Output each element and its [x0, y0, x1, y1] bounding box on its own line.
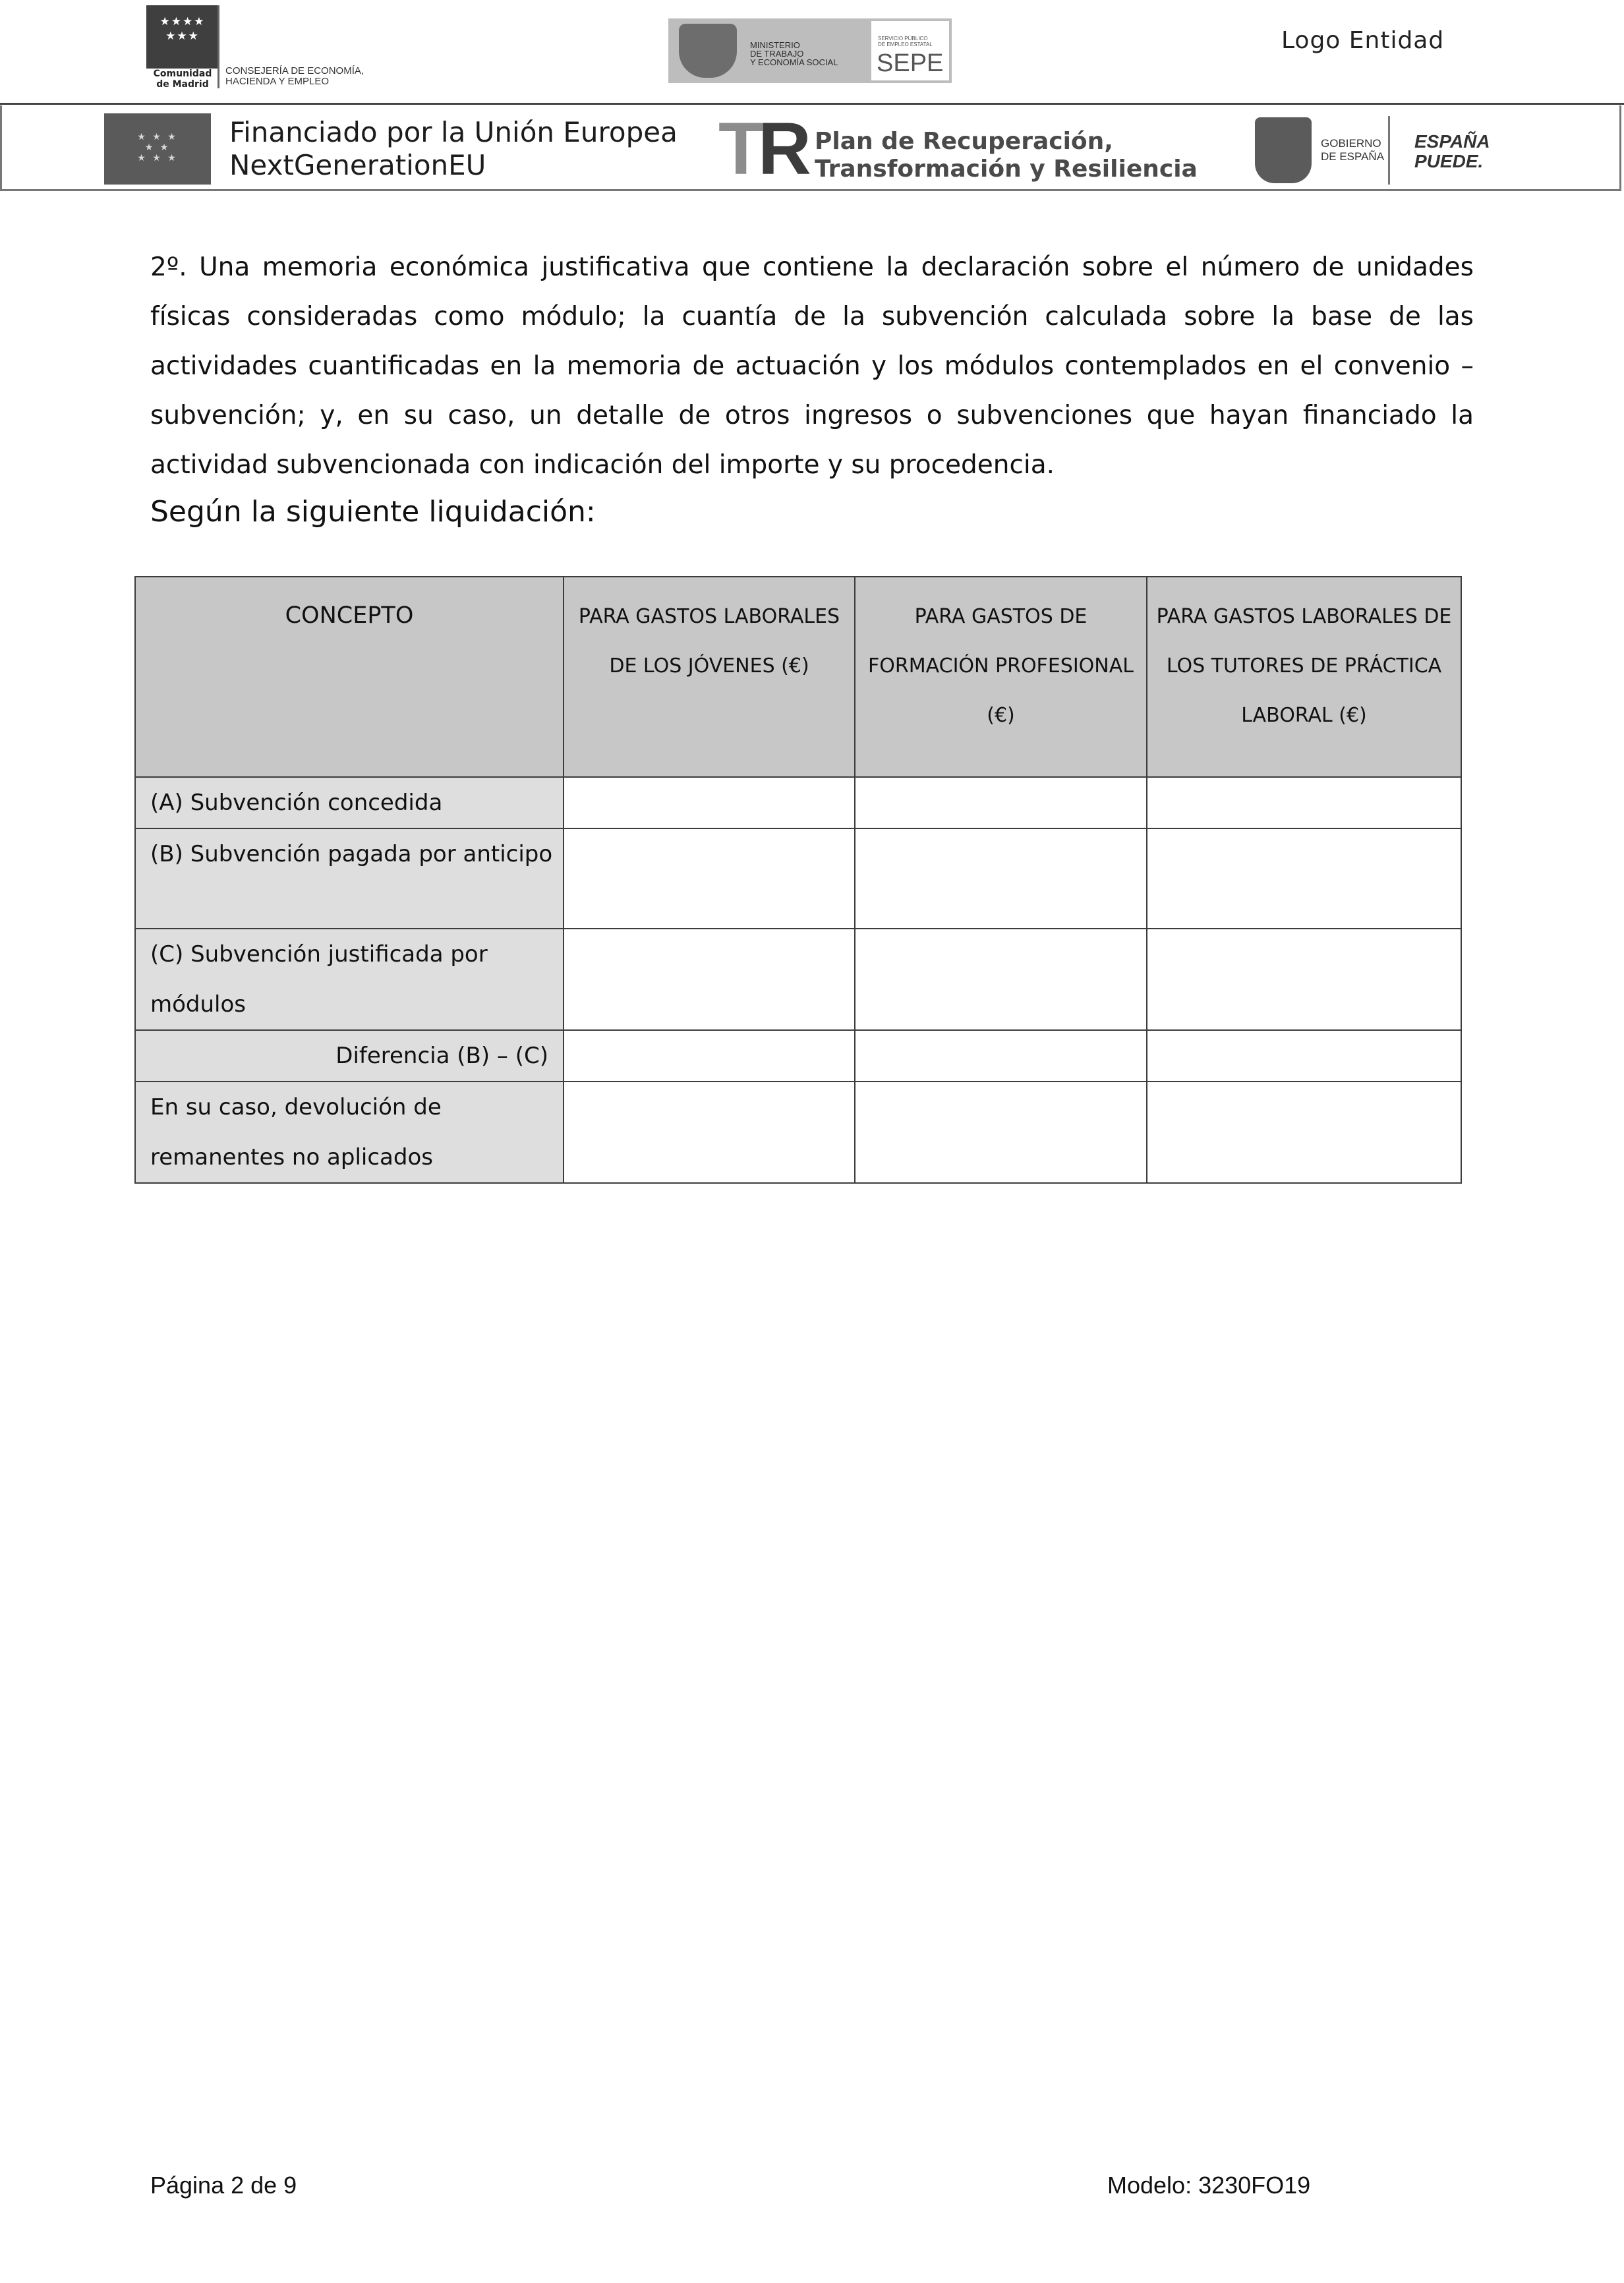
row-label-devolucion: En su caso, devolución de remanentes no aplicados: [135, 1082, 564, 1183]
header-concepto: CONCEPTO: [135, 577, 564, 777]
table-row: [135, 1082, 1461, 1183]
row-label-subvencion-justificada: (C) Subvención justificada por módulos: [135, 929, 564, 1030]
comunidad-madrid-name: Comunidad de Madrid: [153, 69, 212, 90]
page-number: Página 2 de 9: [150, 2172, 297, 2199]
table-row: [135, 1030, 1461, 1082]
modelo-code: Modelo: 3230FO19: [1107, 2172, 1311, 2199]
header-gastos-jovenes: PARA GASTOS LABORALES DE LOS JÓVENES (€): [564, 577, 855, 777]
row-label-diferencia: Diferencia (B) – (C): [135, 1030, 564, 1082]
prtr-logo-icon: T: [718, 107, 764, 190]
cell-input[interactable]: [564, 777, 855, 828]
sepe-subtitle: SERVICIO PÚBLICO DE EMPLEO ESTATAL: [878, 36, 933, 47]
prtr-label: Plan de Recuperación, Transformación y Resiliencia: [815, 128, 1198, 183]
memoria-paragraph: 2º. Una memoria económica justificativa que contiene la declaración sobre el número de unidades físicas consideradas como módulo; la cuantía de la subvención calculada sobre la base de las actividades cuantificadas en la memoria de actuación y los módulos contemplados en el convenio –subvención; y, en su caso, un detalle de otros ingresos o subvenciones que hayan financiado la actividad subvencionada con indicación del importe y su procedencia.: [150, 252, 1474, 480]
cell-input[interactable]: [855, 828, 1147, 929]
sepe-label: SEPE: [877, 49, 944, 77]
logo-entidad: Logo Entidad: [1281, 27, 1445, 54]
cell-input[interactable]: [1147, 1082, 1461, 1183]
table-row: [135, 777, 1461, 828]
coat-of-arms-icon: [679, 24, 737, 78]
header-gastos-formacion: PARA GASTOS DE FORMACIÓN PROFESIONAL (€): [855, 577, 1147, 777]
header-rule: [0, 103, 1624, 105]
espana-puede-logo: ESPAÑA PUEDE.: [1414, 131, 1490, 171]
cell-input[interactable]: [1147, 777, 1461, 828]
cell-input[interactable]: [564, 929, 855, 1030]
prtr-logo-r-icon: R: [758, 107, 811, 190]
stars-icon: ★★★★ ★★★: [160, 15, 206, 43]
cell-input[interactable]: [855, 1030, 1147, 1082]
row-label-subvencion-concedida: (A) Subvención concedida: [135, 777, 564, 828]
eu-funding-label: Financiado por la Unión Europea NextGenerationEU: [229, 116, 678, 181]
cell-input[interactable]: [855, 777, 1147, 828]
cell-input[interactable]: [1147, 929, 1461, 1030]
cell-input[interactable]: [855, 929, 1147, 1030]
consejeria-label: CONSEJERÍA DE ECONOMÍA, HACIENDA Y EMPLEO: [225, 65, 364, 87]
cell-input[interactable]: [1147, 828, 1461, 929]
gobierno-divider: [1388, 116, 1390, 185]
eu-flag-icon: ★ ★ ★ ★ ★ ★ ★ ★: [104, 113, 211, 185]
row-label-subvencion-anticipo: (B) Subvención pagada por anticipo: [135, 828, 564, 929]
liquidacion-heading: Según la siguiente liquidación:: [150, 495, 596, 529]
cell-input[interactable]: [855, 1082, 1147, 1183]
cell-input[interactable]: [564, 828, 855, 929]
table-row: [135, 929, 1461, 1030]
gobierno-label: GOBIERNO DE ESPAÑA: [1321, 137, 1385, 163]
gobierno-shield-icon: [1255, 117, 1312, 183]
table-header-row: [135, 577, 1461, 777]
header-gastos-tutores: PARA GASTOS LABORALES DE LOS TUTORES DE PRÁCTICA LABORAL (€): [1147, 577, 1461, 777]
cell-input[interactable]: [564, 1082, 855, 1183]
header-divider: [218, 5, 219, 88]
liquidacion-table: [134, 576, 1462, 1184]
comunidad-madrid-logo: [146, 5, 219, 69]
cell-input[interactable]: [1147, 1030, 1461, 1082]
table-row: [135, 828, 1461, 929]
cell-input[interactable]: [564, 1030, 855, 1082]
ministerio-label: MINISTERIO DE TRABAJO Y ECONOMÍA SOCIAL: [750, 40, 838, 67]
